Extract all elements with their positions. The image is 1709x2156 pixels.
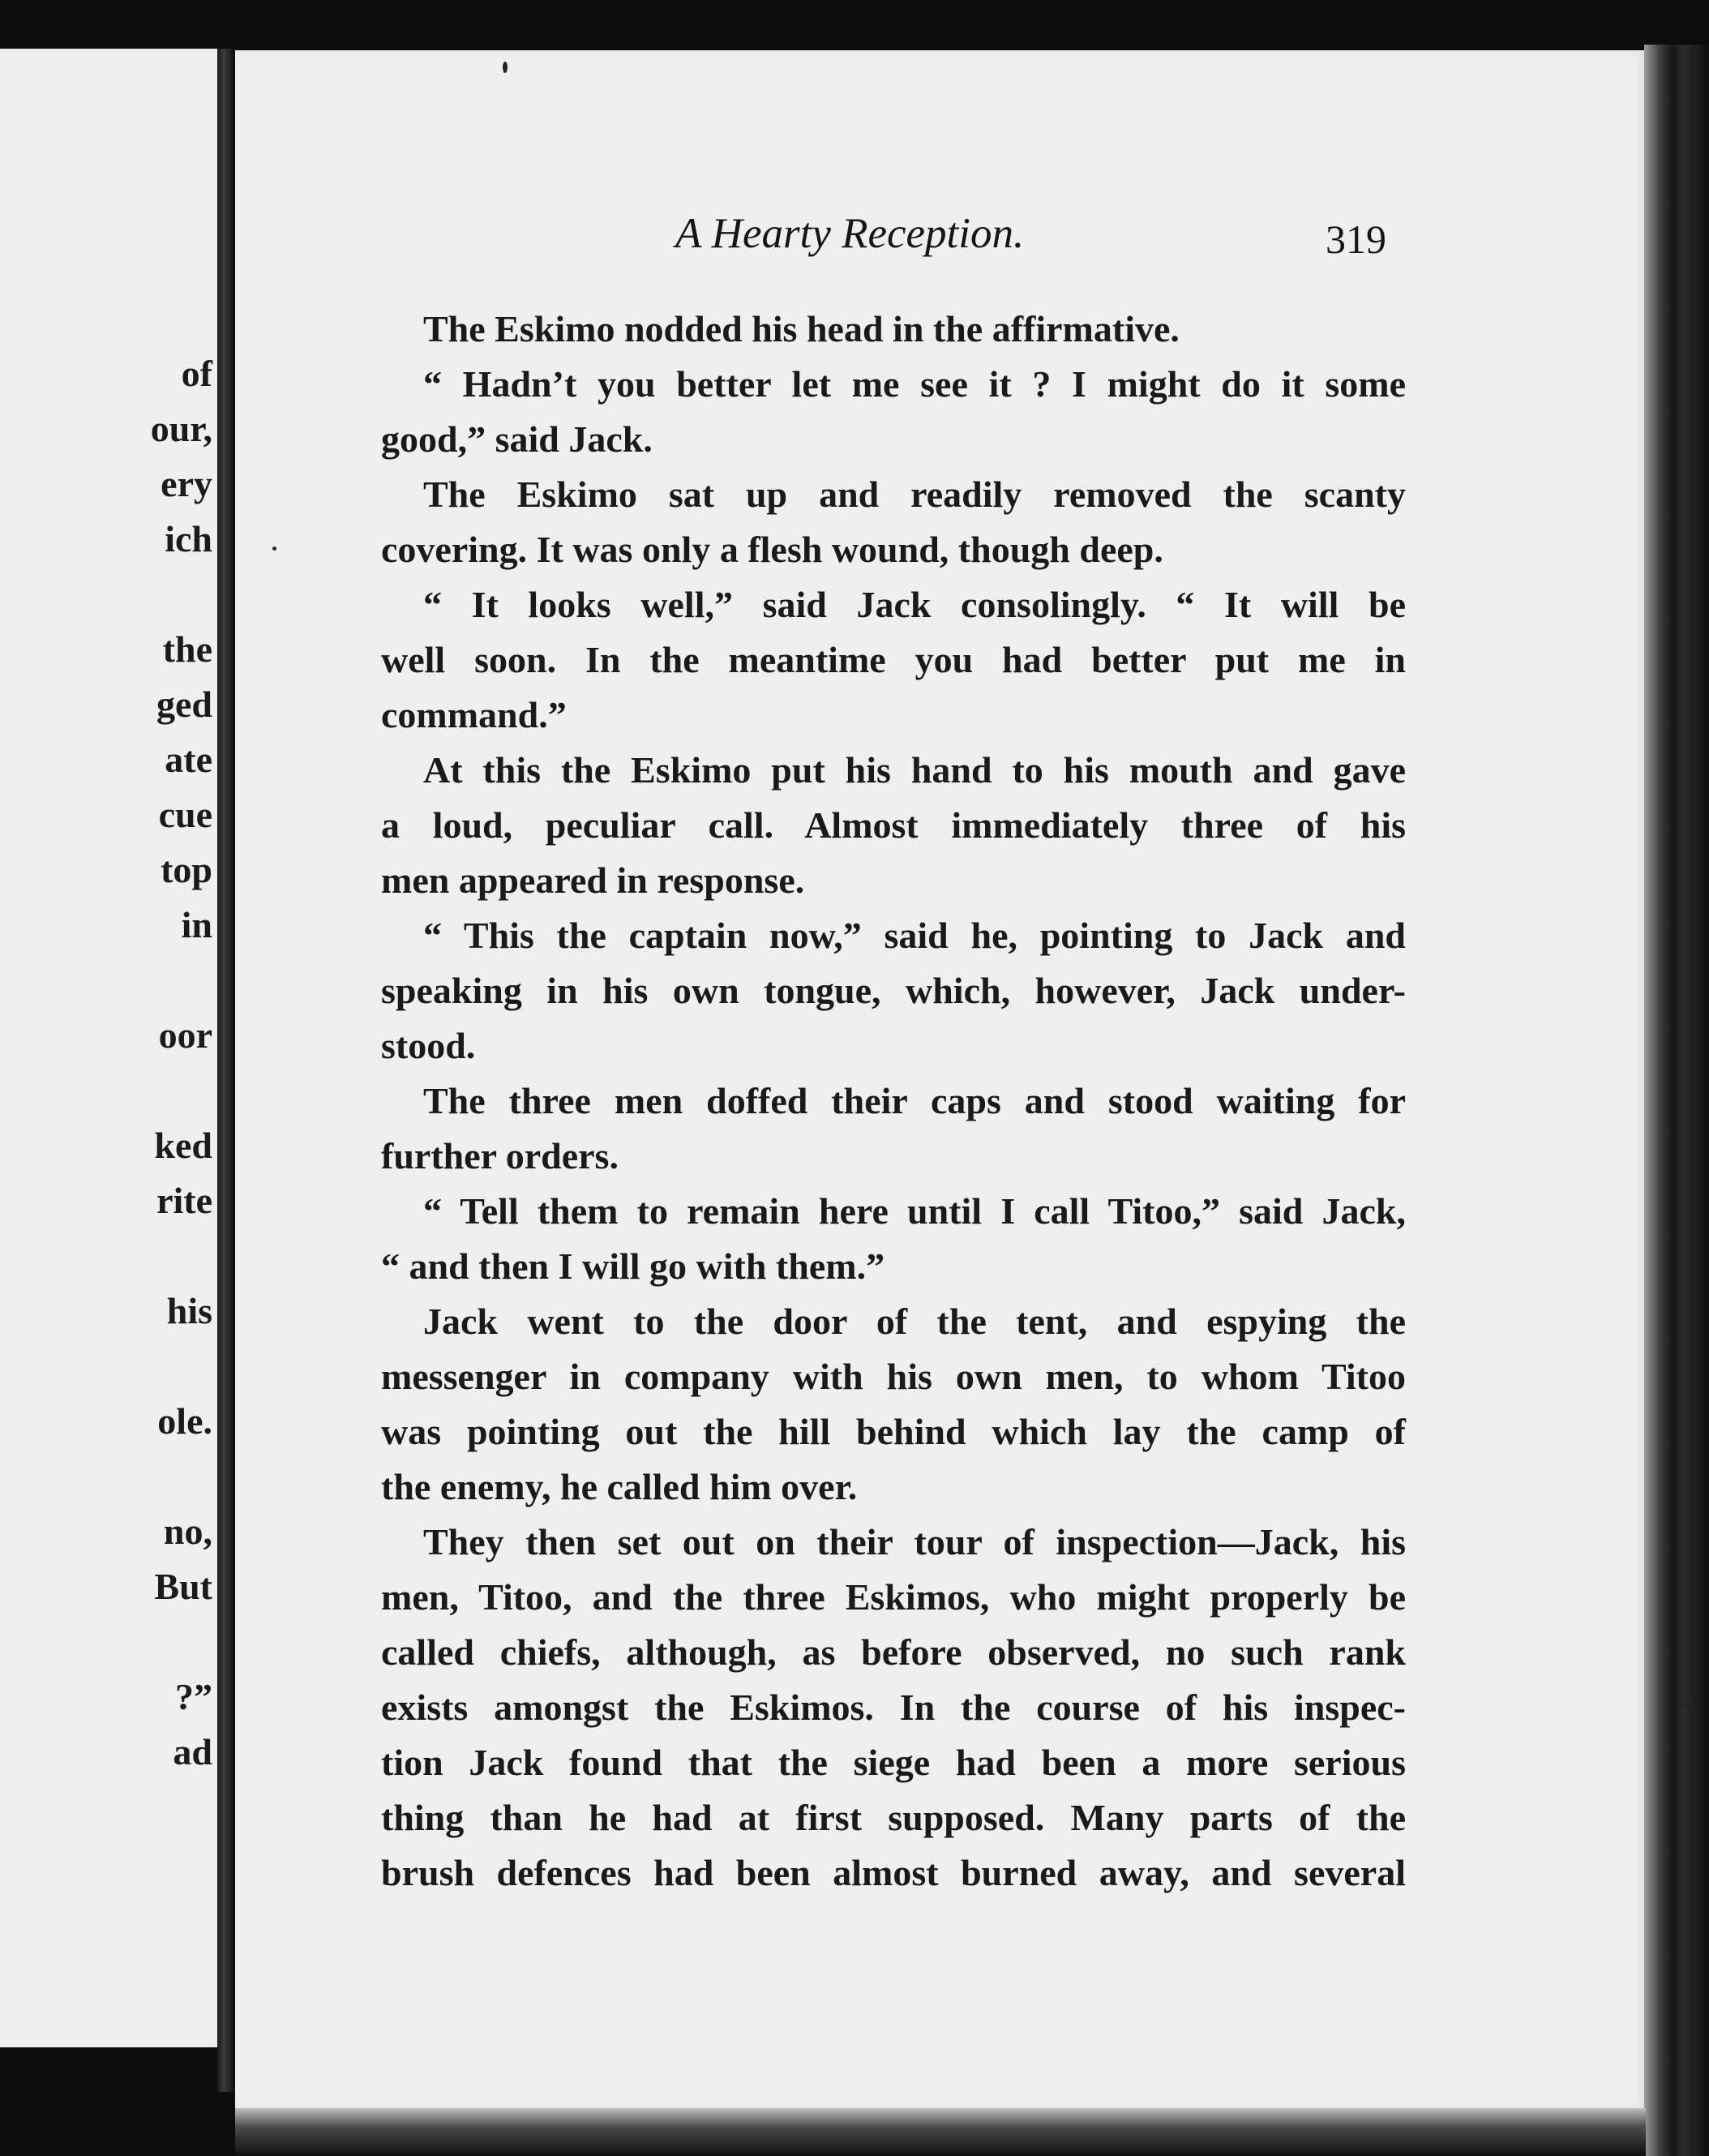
left-page-fragment: ate (165, 739, 212, 780)
text-line: called chiefs, although, as before observed, no such rank (381, 1631, 1406, 1673)
text-line: was pointing out the hill behind which lay the camp of (381, 1411, 1406, 1452)
text-line: stood. (381, 1025, 476, 1066)
text-line: They then set out on their tour of inspection—Jack, his (423, 1521, 1406, 1562)
running-title: A Hearty Reception. (675, 210, 1025, 257)
text-line: further orders. (381, 1135, 619, 1177)
scan-speck (503, 62, 508, 73)
text-line: well soon. In the meantime you had better put me in (381, 639, 1406, 680)
left-page-fragment: ich (165, 518, 212, 559)
left-page-fragment: But (154, 1566, 212, 1607)
text-line: exists amongst the Eskimos. In the course of his inspec- (381, 1687, 1406, 1728)
left-page-fragment: ad (173, 1731, 212, 1772)
left-page-fragment: ked (154, 1125, 212, 1166)
text-line: thing than he had at first supposed. Many parts of the (381, 1797, 1406, 1838)
text-line: At this the Eskimo put his hand to his mouth and gave (423, 749, 1406, 791)
text-line: The Eskimo nodded his head in the affirmative. (423, 308, 1180, 349)
left-page-fragment: of (181, 353, 212, 394)
left-page-fragment: top (161, 849, 212, 890)
page-edge-right (1644, 45, 1709, 2156)
left-page-fragment: ?” (175, 1676, 212, 1717)
text-line: The Eskimo sat up and readily removed the scanty (423, 474, 1406, 515)
left-page-fragment: ole. (157, 1400, 212, 1442)
text-line: tion Jack found that the siege had been a more serious (381, 1742, 1406, 1783)
text-line: brush defences had been almost burned away, and several (381, 1852, 1406, 1893)
text-line: Jack went to the door of the tent, and espying the (423, 1301, 1406, 1342)
text-line: “ Hadn’t you better let me see it ? I might do it some (423, 363, 1406, 405)
text-line: speaking in his own tongue, which, however, Jack under- (381, 970, 1406, 1011)
text-line: men, Titoo, and the three Eskimos, who might properly be (381, 1576, 1406, 1618)
text-line: “ It looks well,” said Jack consolingly. “ It will be (423, 584, 1406, 625)
body-text (381, 302, 1406, 1901)
page-edge-bottom (235, 2108, 1646, 2156)
text-line: covering. It was only a flesh wound, though deep. (381, 529, 1163, 570)
text-line: “ This the captain now,” said he, pointing to Jack and (423, 915, 1406, 956)
left-page-fragment: our, (150, 408, 212, 449)
text-line: good,” said Jack. (381, 418, 653, 460)
text-line: messenger in company with his own men, to whom Titoo (381, 1356, 1406, 1397)
book-gutter (217, 49, 233, 2092)
left-page-fragment: ged (156, 684, 212, 725)
scan-speck (1683, 1703, 1687, 1707)
left-page-fragment: his (166, 1290, 212, 1331)
left-page-fragment: oor (158, 1014, 212, 1056)
text-line: command.” (381, 694, 567, 735)
page-number: 319 (1326, 216, 1386, 262)
left-page-fragment: cue (158, 794, 212, 835)
left-page-fragment: rite (156, 1180, 212, 1221)
left-facing-page (0, 49, 220, 2047)
text-line: a loud, peculiar call. Almost immediately three of his (381, 804, 1406, 846)
left-page-fragment: ery (161, 463, 212, 504)
left-page-fragment: no, (163, 1511, 212, 1552)
text-line: “ Tell them to remain here until I call Titoo,” said Jack, (423, 1190, 1406, 1232)
left-page-fragment: in (181, 904, 212, 945)
text-line: “ and then I will go with them.” (381, 1245, 885, 1287)
text-line: the enemy, he called him over. (381, 1466, 858, 1507)
text-line: The three men doffed their caps and stood waiting for (423, 1080, 1406, 1121)
left-page-fragment: the (162, 628, 212, 670)
text-line: men appeared in response. (381, 859, 805, 901)
scan-speck (272, 547, 276, 551)
